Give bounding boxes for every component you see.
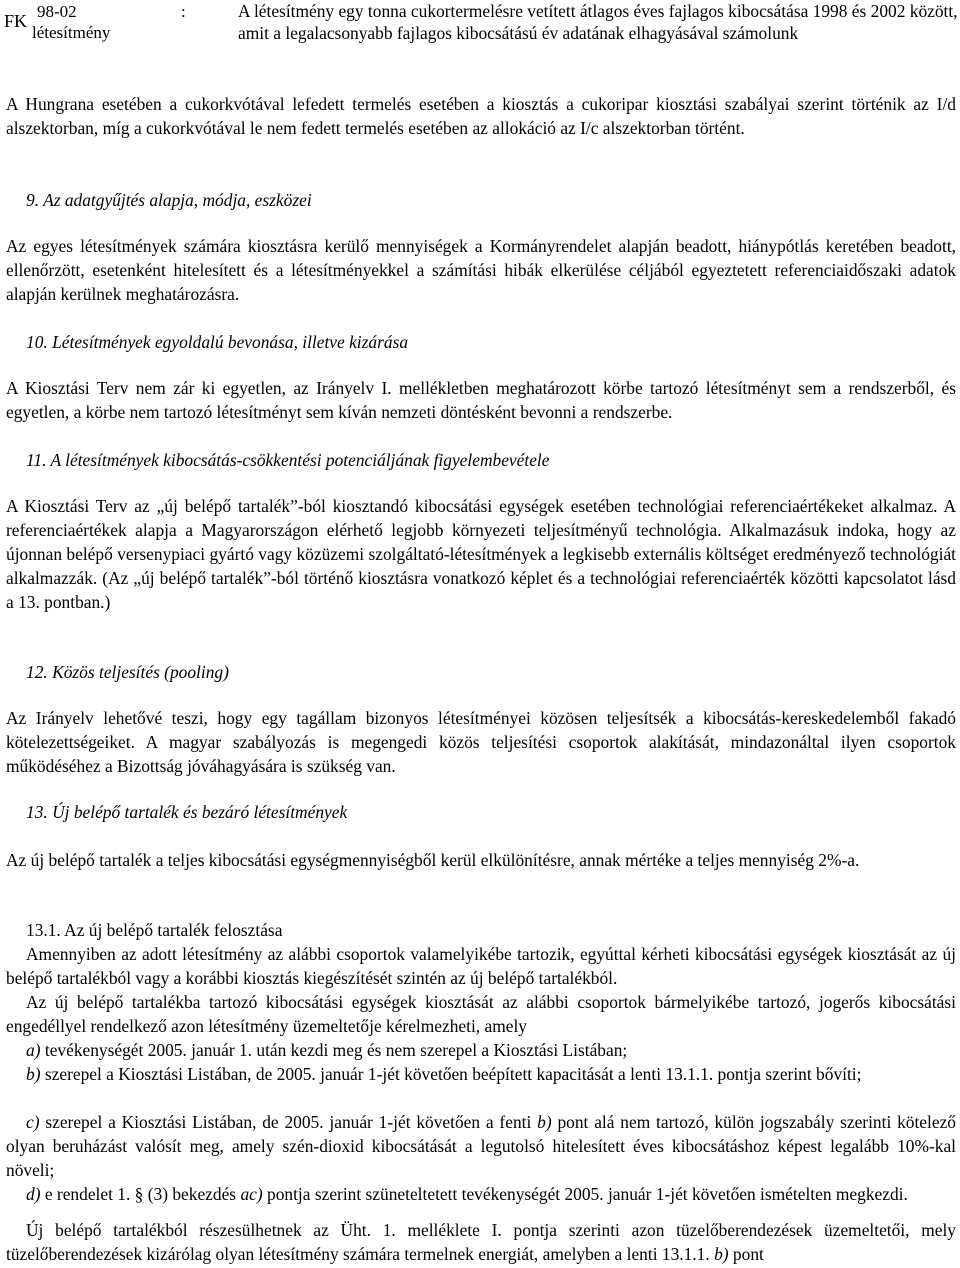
list-reference: b) [537,1112,552,1132]
list-reference: ac) [240,1184,263,1204]
paragraph-text: Új belépő tartalékból részesülhetnek az Üht. 1. melléklete I. pontja szerinti azon tüzelőberendezések üzemeltetői, mely tüzelőberendezések kizárólag olyan létesítmény számára termelnek energiát, amelyben a lenti 13.1.1. [6,1220,956,1264]
sector-code-prefix: FK [4,11,28,31]
section-12-heading [6,660,956,684]
list-label: c) [26,1112,40,1132]
list-item-b [6,1062,956,1086]
list-label: d) [26,1184,41,1204]
section-13-paragraph: Az új belépő tartalék a teljes kibocsátási egységmennyiségből kerül elkülönítésre, annak mértéke a teljes mennyiség 2%-a. [6,850,860,870]
section-number: 12. [26,662,48,682]
paragraph-text: pont [732,1244,764,1264]
section-11-heading [6,448,956,472]
section-title: Létesítmények egyoldalú bevonása, illetve kizárása [52,332,409,352]
section-10-heading [6,330,956,354]
section-10-paragraph: A Kiosztási Terv nem zár ki egyetlen, az Irányelv I. mellékletben meghatározott körbe tartozó létesítményt sem a rendszerből, és egyetlen, a körbe nem tartozó létesítményt sem kíván nemzeti döntésként bevonni a rendszerbe. [6,378,956,422]
section-9-heading [6,188,956,212]
list-label: a) [26,1040,41,1060]
section-title: Közös teljesítés (pooling) [52,662,229,682]
section-number: 9. [26,190,40,210]
section-title: Az adatgyűjtés alapja, módja, eszközei [43,190,312,210]
list-text: szerepel a Kiosztási Listában, de 2005. január 1-jét követően beépített kapacitását a lenti 13.1.1. pontja szerint bővíti; [44,1064,862,1084]
list-item-a [6,1038,956,1062]
subsection-13-1-heading: 13.1. Az új belépő tartalék felosztása [26,920,283,940]
list-label: b) [26,1064,41,1084]
header-description: A létesítmény egy tonna cukortermelésre vetített átlagos éves fajlagos kibocsátása 1998 és 2002 között, amit a legalacsonyabb fajlagos kibocsátású év adatának elhagyásával számolunk [238,1,958,43]
section-title: A létesítmények kibocsátás-csökkentési potenciáljának figyelembevétele [50,450,550,470]
section-number: 10. [26,332,48,352]
hungrana-paragraph: A Hungrana esetében a cukorkvótával lefedett termelés esetében a kiosztás a cukoripar kiosztási szabályai szerint történik az I/d alszektorban, míg a cukorkvótával le nem fedett termelés esetében az allokáció az I/c alszektorban történt. [6,94,956,138]
sector-code: 98-02 [37,2,77,21]
section-13-heading [6,800,956,824]
subsection-13-1-paragraph-2: Az új belépő tartalékba tartozó kibocsátási egységek kiosztását az alábbi csoportok bármelyikébe tartozó, jogerős kibocsátási engedéllyel rendelkező azon létesítmény üzemeltetője kérelmezheti, amely [6,992,956,1036]
section-number: 11. [26,450,47,470]
table-header-row [0,0,960,68]
list-text: pontja szerint szüneteltetett tevékenységét 2005. január 1-jét követően ismételten megkezdi. [267,1184,908,1204]
list-text: pont alá nem tartozó, külön jogszabály szerinti kötelező olyan beruházást valósít meg, amely szén-dioxid kibocsátását a legutolsó hitelesített éves kibocsátáshoz képest legalább 10%-kal növeli; [6,1112,956,1180]
section-12-paragraph: Az Irányelv lehetővé teszi, hogy egy tagállam bizonyos létesítményei közösen teljesítsék a kibocsátás-kereskedelemből fakadó kötelezettségeiket. A magyar szabályozás is megengedi közös teljesítési csoportok alakítását, mindazonáltal ilyen csoportok működéséhez a Bizottság jóváhagyására is szükség van. [6,708,956,776]
paragraph-reference: b) [714,1244,729,1264]
list-text: tevékenységét 2005. január 1. után kezdi meg és nem szerepel a Kiosztási Listában; [44,1040,628,1060]
section-number: 13. [26,802,48,822]
section-title: Új belépő tartalék és bezáró létesítmények [52,802,348,822]
list-text: e rendelet 1. § (3) bekezdés [44,1184,237,1204]
section-11-paragraph: A Kiosztási Terv az „új belépő tartalék”-ból kiosztandó kibocsátási egységek esetében technológiai referenciaértékeket alkalmaz. A referenciaértékek alapja a Magyarországon elérhető legjobb környezeti teljesítményű technológia. Alkalmazásuk indoka, hogy az újonnan belépő versenypiaci gyártó vagy közüzemi szolgáltató-létesítmények a legkisebb externális költséget eredményező technológiát alkalmazzák. (Az „új belépő tartalék”-ból történő kiosztásra vonatkozó képlet és a technológiai referenciaérték közötti kapcsolatot lásd a 13. pontban.) [6,496,956,612]
list-item-d [6,1182,956,1206]
closing-paragraph [6,1218,956,1266]
list-item-c [6,1110,956,1182]
list-text: szerepel a Kiosztási Listában, de 2005. január 1-jét követően a fenti [45,1112,532,1132]
section-9-paragraph: Az egyes létesítmények számára kiosztásra kerülő mennyiségek a Kormányrendelet alapján beadott, hiánypótlás keretében beadott, ellenőrzött, esetenként hitelesített és a létesítményekkel a számítási hibák elkerülése céljából egyeztetett referenciaidőszaki adatok alapján kerülnek meghatározásra. [6,236,956,304]
facility-label: létesítmény [32,23,111,42]
label-colon: : [181,2,186,21]
subsection-13-1-paragraph-1: Amennyiben az adott létesítmény az alábbi csoportok valamelyikébe tartozik, egyúttal kérheti kibocsátási egységek kiosztását az új belépő tartalékból vagy a korábbi kiosztás kiegészítését szintén az új belépő tartalékból. [6,944,956,988]
